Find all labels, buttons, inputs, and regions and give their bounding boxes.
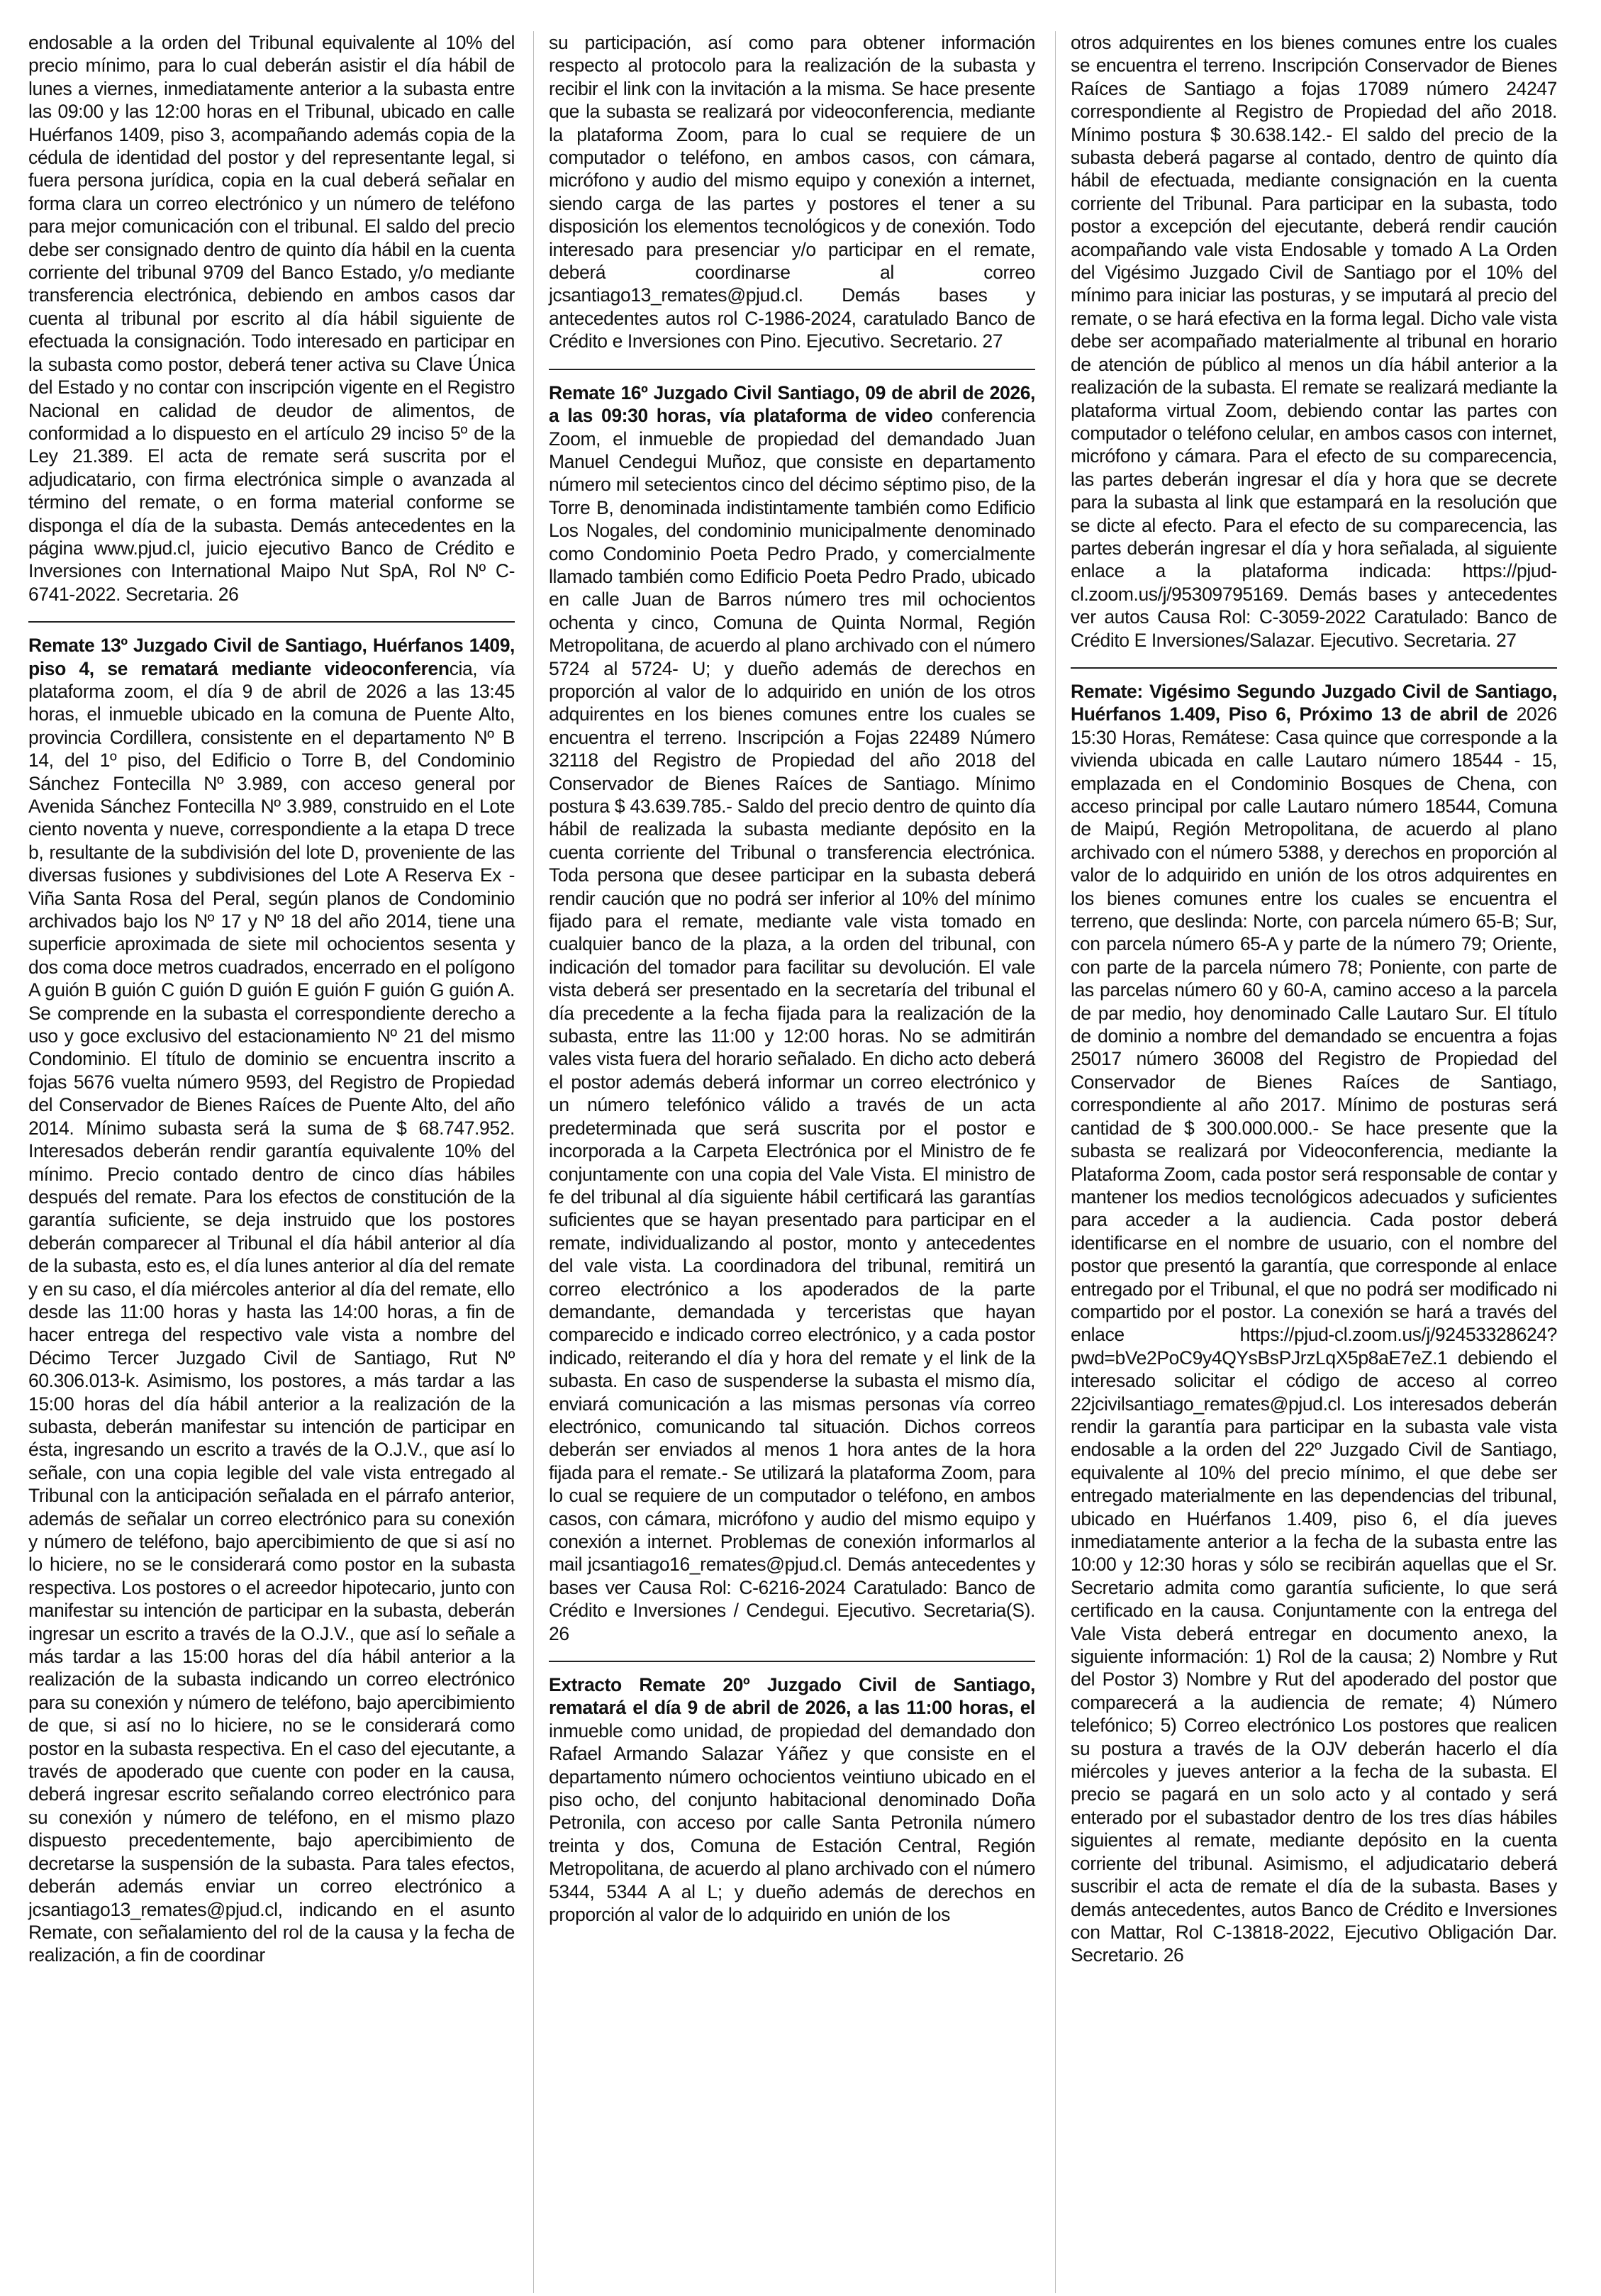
notice-continuation <box>28 31 515 606</box>
notice-text <box>549 31 1035 353</box>
column-divider <box>1055 31 1056 2293</box>
column-1 <box>28 31 515 1967</box>
notice-heading: Remate 16º Juzgado Civil Santiago, 09 de abril de 2026, a las 09:30 horas, vía plataforma de video <box>549 381 1035 427</box>
notice-body: inmueble como unidad, de propiedad del demandado don Rafael Armando Salazar Yáñez y que consiste en el departamento número ochocientos veintiuno ubicado en el piso ocho, del conjunto habitacional denominado Doña Petronila, con acceso por calle Santa Petronila número treinta y dos, Comuna de Estación Central, Región Metropolitana, de acuerdo al plano archivado con el número 5344, 5344 A al L; y dueño además de derechos en proporción al valor de lo adquirido en unión de los <box>549 1720 1035 1926</box>
notice-body: su participación, así como para obtener información respecto al protocolo para la realización de la subasta y recibir el link con la invitación a la misma. Se hace presente que la subasta se realizará por videoconferencia, mediante la plataforma Zoom, para lo cual se requiere de un computador o teléfono, en ambos casos, con cámara, micrófono y audio del mismo equipo y conexión a internet, siendo carga de las partes y postores el tener a su disposición los elementos tecnológicos y de conexión. Todo interesado para presenciar y/o participar en el remate, deberá coordinarse al correo jcsantiago13_remates@pjud.cl. Demás bases y antecedentes autos rol C-1986-2024, caratulado Banco de Crédito e Inversiones con Pino. Ejecutivo. Secretario. 27 <box>549 32 1035 352</box>
notice-body: conferencia Zoom, el inmueble de propiedad del demandado Juan Manuel Cendegui Muñoz, que consiste en departamento número mil setecientos cinco del décimo séptimo piso, de la Torre B, denominada indistintamente también como Edificio Los Nogales, del condominio municipalmente denominado como Condominio Poeta Pedro Prado, y comercialmente llamado también como Edificio Poeta Pedro Prado, ubicado en calle Juan de Barros número tres mil ochocientos ochenta y cinco, Comuna de Quinta Normal, Región Metropolitana, de acuerdo al plano archivado con el número 5724 al 5724- U; y dueño además de derechos en proporción al valor de lo adquirido en unión de los otros adquirentes en los bienes comunes entre los cuales se encuentra el terreno. Inscripción a Fojas 22489 Número 32118 del Registro de Propiedad del año 2018 del Conservador de Bienes Raíces de Santiago. Mínimo postura $ 43.639.785.- Saldo del precio dentro de quinto día hábil de realizada la subasta mediante depósito en la cuenta corriente del Tribunal o transferencia electrónica. Toda persona que desee participar en la subasta deberá rendir caución que no podrá ser inferior al 10% del mínimo fijado para el remate, mediante vale vista tomado en cualquier banco de la plaza, a la orden del tribunal, con indicación del tomador para facilitar su devolución. El vale vista deberá ser presentado en la secretaría del tribunal el día precedente a la fecha fijada para la realización de la subasta, entre las 11:00 y 12:00 horas. No se admitirán vales vista fuera del horario señalado. En dicho acto deberá el postor además deberá informar un correo electrónico y un número telefónico válido a través de un acta predeterminada que será suscrita por el postor e incorporada a la Carpeta Electrónica por el Ministro de fe conjuntamente con una copia del Vale Vista. El ministro de fe del tribunal al día siguiente hábil certificará las garantías suficientes que se hayan presentado para participar en el remate, individualizando al postor, monto y antecedentes del vale vista. La coordinadora del tribunal, remitirá un correo electrónico a los apoderados de la parte demandante, demandada y terceristas que hayan comparecido e indicado correo electrónico, y a cada postor indicado, reiterando el día y hora del remate y el link de la subasta. En caso de suspenderse la subasta el mismo día, enviará comunicación a las mismas personas vía correo electrónico, comunicando tal situación. Dichos correos deberán ser enviados al menos 1 hora antes de la hora fijada para el remate.- Se utilizará la plataforma Zoom, para lo cual se requiere de un computador o teléfono, en ambos casos, con cámara, micrófono y audio del mismo equipo y conexión a internet. Problemas de conexión informarlos al mail jcsantiago16_remates@pjud.cl. Demás antecedentes y bases ver Causa Rol: C-6216-2024 Caratulado: Banco de Crédito e Inversiones / Cendegui. Ejecutivo. Secretaria(S). 26 <box>549 405 1035 1644</box>
notice-text <box>1071 31 1557 652</box>
notice-separator <box>28 621 515 623</box>
notice-body: 2026 15:30 Horas, Remátese: Casa quince que corresponde a la vivienda ubicada en calle Lautaro número 18544 - 15, emplazada en el Condominio Bosques de Chena, con acceso principal por calle Lautaro número 18544, Comuna de Maipú, Región Metropolitana, de acuerdo al plano archivado con el número 5388, y derechos en proporción al valor de lo adquirido en unión de los otros adquirentes en los bienes comunes entre los cuales se encuentra el terreno, que deslinda: Norte, con parcela número 65-B; Sur, con parcela número 65-A y parte de la número 79; Oriente, con parte de la parcela número 78; Poniente, con parte de las parcelas número 60 y 60-A, camino acceso a la parcela de par medio, hoy denominado Calle Lautaro Sur. El título de dominio a nombre del demandado se encuentra a fojas 25017 número 36008 del Registro de Propiedad del Conservador de Bienes Raíces de Santiago, correspondiente al año 2017. Mínimo de posturas será cantidad de $ 300.000.000.- Se hace presente que la subasta se realizará por Videoconferencia, mediante la Plataforma Zoom, cada postor será responsable de contar y mantener los medios tecnológicos adecuados y suficientes para acceder a la audiencia. Cada postor deberá identificarse en el nombre de usuario, con el nombre del postor que presentó la garantía, que corresponde al enlace entregado por el Tribunal, el que no podrá ser modificado ni compartido por el postor. La conexión se hará a través del enlace https://pjud-cl.zoom.us/j/92453328624?pwd=bVe2PoC9y4QYsBsPJrzLqX5p8aE7eZ.1 debiendo el interesado solicitar el código de acceso al correo 22jcivilsantiago_remates@pjud.cl. Los interesados deberán rendir la garantía para participar en la subasta vale vista endosable a la orden del 22º Juzgado Civil de Santiago, equivalente al 10% del precio mínimo, el que debe ser entregado materialmente en las dependencias del tribunal, ubicado en Huérfanos 1.409, piso 6, el día jueves inmediatamente anterior a la fecha de la subasta entre las 10:00 y 12:30 horas y sólo se recibirán aquellas que el Sr. Secretario admita como garantía suficiente, lo que será certificado en la causa. Conjuntamente con la entrega del Vale Vista deberá entregar en documento anexo, la siguiente información: 1) Rol de la causa; 2) Nombre y Rut del Postor 3) Nombre y Rut del apoderado del postor que comparecerá a la audiencia de remate; 4) Número telefónico; 5) Correo electrónico Los postores que realicen su postura a través de la OJV deberán hacerlo el día miércoles y jueves anterior a la fecha de la subasta. El precio se pagará en un solo acto y al contado y será enterado por el subastador dentro de los tres días hábiles siguientes al remate, mediante depósito en la cuenta corriente del tribunal. Asimismo, el adjudicatario deberá suscribir el acta de remate el día de la subasta. Bases y demás antecedentes, autos Banco de Crédito e Inversiones con Mattar, Rol C-13818-2022, Ejecutivo Obligación Dar. Secretario. 26 <box>1071 703 1557 1966</box>
notice-text <box>28 634 515 1967</box>
notice-separator <box>549 1661 1035 1662</box>
notice-heading: Remate: Vigésimo Segundo Juzgado Civil de Santiago, Huérfanos 1.409, Piso 6, Próximo 13 de abril de <box>1071 680 1557 725</box>
notice-text <box>549 1673 1035 1926</box>
column-3 <box>1071 31 1557 1967</box>
notice-body: endosable a la orden del Tribunal equivalente al 10% del precio mínimo, para lo cual deberán asistir el día hábil de lunes a viernes, inmediatamente anterior a la subasta entre las 09:00 y las 12:00 horas en el Tribunal, ubicado en calle Huérfanos 1409, piso 3, acompañando además copia de la cédula de identidad del postor y del representante legal, si fuera persona jurídica, copia en la cual deberá señalar en forma clara un correo electrónico y un número de teléfono para mejor comunicación con el tribunal. El saldo del precio debe ser consignado dentro de quinto día hábil en la cuenta corriente del tribunal 9709 del Banco Estado, y/o mediante transferencia electrónica, debiendo en ambos casos dar cuenta al tribunal por escrito al día hábil siguiente de efectuada la consignación. Todo interesado en participar en la subasta como postor, deberá tener activa su Clave Única del Estado y no contar con inscripción vigente en el Registro Nacional en calidad de deudor de alimentos, de conformidad a lo dispuesto en el artículo 29 inciso 5º de la Ley 21.389. El acta de remate será suscrita por el adjudicatario, con firma electrónica simple o avanzada al término del remate, o en forma material conforme se disponga el día de la subasta. Demás antecedentes en la página www.pjud.cl, juicio ejecutivo Banco de Crédito e Inversiones con International Maipo Nut SpA, Rol Nº C-6741-2022. Secretaria. 26 <box>28 32 515 605</box>
notice-text <box>28 31 515 606</box>
notice-text <box>549 381 1035 1645</box>
notice-extracto-remate-20-juzgado <box>549 1673 1035 1926</box>
notice-heading: Extracto Remate 20º Juzgado Civil de Santiago, rematará el día 9 de abril de 2026, a las 11:00 horas, el <box>549 1674 1035 1719</box>
notice-heading: Remate 13º Juzgado Civil de Santiago, Huérfanos 1409, piso 4, se rematará mediante videoconferen <box>28 635 515 679</box>
notice-body: otros adquirentes en los bienes comunes entre los cuales se encuentra el terreno. Inscripción Conservador de Bienes Raíces de Santiago a fojas 17089 número 24247 correspondiente al Registro de Propiedad del año 2018. Mínimo postura $ 30.638.142.- El saldo del precio de la subasta deberá pagarse al contado, dentro de quinto día hábil de efectuada, mediante consignación en la cuenta corriente del Tribunal. Para participar en la subasta, todo postor a excepción del ejecutante, deberá rendir caución acompañando vale vista Endosable y tomado A La Orden del Vigésimo Juzgado Civil de Santiago por el 10% del mínimo para iniciar las posturas, y se imputará al precio del remate, o se hará efectiva en la forma legal. Dicho vale vista debe ser acompañado materialmente al tribunal en horario de atención de público al menos un día hábil anterior a la realización de la subasta. El remate se realizará mediante la plataforma virtual Zoom, debiendo contar las partes con computador o teléfono celular, en ambos casos con internet, micrófono y cámara. Para el efecto de su comparecencia, las partes deberán ingresar el día y hora que se decrete para la subasta al link que estampará en la resolución que se dicte al efecto. Para el efecto de su comparecencia, las partes deberán ingresar el día y hora señalada, al siguiente enlace a la plataforma indicada: https://pjud-cl.zoom.us/j/95309795169. Demás bases y antecedentes ver autos Causa Rol: C-3059-2022 Caratulado: Banco de Crédito E Inversiones/Salazar. Ejecutivo. Secretaria. 27 <box>1071 32 1557 651</box>
notice-continuation <box>549 31 1035 353</box>
notice-remate-13-juzgado <box>28 634 515 1967</box>
column-2 <box>549 31 1035 1927</box>
notice-separator <box>1071 667 1557 669</box>
notice-separator <box>549 369 1035 370</box>
column-divider <box>533 31 534 2293</box>
notice-remate-22-juzgado <box>1071 680 1557 1967</box>
notice-body: cia, vía plataforma zoom, el día 9 de abril de 2026 a las 13:45 horas, el inmueble ubicado en la comuna de Puente Alto, provincia Cordillera, consistente en el departamento Nº B 14, del 1º piso, del Edificio o Torre B, del Condominio Sánchez Fontecilla Nº 3.989, con acceso general por Avenida Sánchez Fontecilla Nº 3.989, construido en el Lote ciento noventa y nueve, correspondiente a la etapa D trece b, resultante de la subdivisión del lote D, proveniente de las diversas fusiones y subdivisiones del Lote A Reserva Ex - Viña Santa Rosa del Peral, según planos de Condominio archivados bajo los Nº 17 y Nº 18 del año 2014, tiene una superficie aproximada de siete mil ochocientos sesenta y dos coma doce metros cuadrados, encerrado en el polígono A guión B guión C guión D guión E guión F guión G guión A. Se comprende en la subasta el correspondiente derecho a uso y goce exclusivo del estacionamiento Nº 21 del mismo Condominio. El título de dominio se encuentra inscrito a fojas 5676 vuelta número 9593, del Registro de Propiedad del Conservador de Bienes Raíces de Puente Alto, del año 2014. Mínimo subasta será la suma de $ 68.747.952. Interesados deberán rendir garantía equivalente 10% del mínimo. Precio contado dentro de cinco días hábiles después del remate. Para los efectos de constitución de la garantía suficiente, se deja instruido que los postores deberán comparecer al Tribunal el día hábil anterior al día de la subasta, esto es, el día lunes anterior al día del remate y en su caso, el día miércoles anterior al día del remate, ello desde las 11:00 horas y hasta las 14:00 horas, a fin de hacer entrega del respectivo vale vista a nombre del Décimo Tercer Juzgado Civil de Santiago, Rut Nº 60.306.013-k. Asimismo, los postores, a más tardar a las 15:00 horas del día hábil anterior a la realización de la subasta, deberán manifestar su intención de participar en ésta, ingresando un escrito a través de la O.J.V., que así lo señale, con una copia legible del vale vista entregado al Tribunal con la anticipación señalada en el párrafo anterior, además de señalar un correo electrónico para su conexión y número de teléfono, bajo apercibimiento de que si así no lo hiciere, no se le considerará como postor en la subasta respectiva. Los postores o el acreedor hipotecario, junto con manifestar su intención de participar en la subasta, deberán ingresar un escrito a través de la O.J.V., que así lo señale a más tardar a las 15:00 horas del día hábil anterior a la realización de la subasta indicando un correo electrónico para su conexión y número de teléfono, bajo apercibimiento de que, si así no lo hiciere, no se le considerará como postor en la subasta respectiva. En el caso del ejecutante, a través de apoderado que cuente con poder en la causa, deberá ingresar escrito señalando correo electrónico para su conexión y número de teléfono, en el mismo plazo dispuesto precedentemente, bajo apercibimiento de decretarse la suspensión de la subasta. Para tales efectos, deberán además enviar un correo electrónico a jcsantiago13_remates@pjud.cl, indicando en el asunto Remate, con señalamiento del rol de la causa y la fecha de realización, a fin de coordinar <box>28 657 515 1966</box>
notice-text <box>1071 680 1557 1967</box>
notice-continuation <box>1071 31 1557 652</box>
notice-remate-16-juzgado <box>549 381 1035 1645</box>
